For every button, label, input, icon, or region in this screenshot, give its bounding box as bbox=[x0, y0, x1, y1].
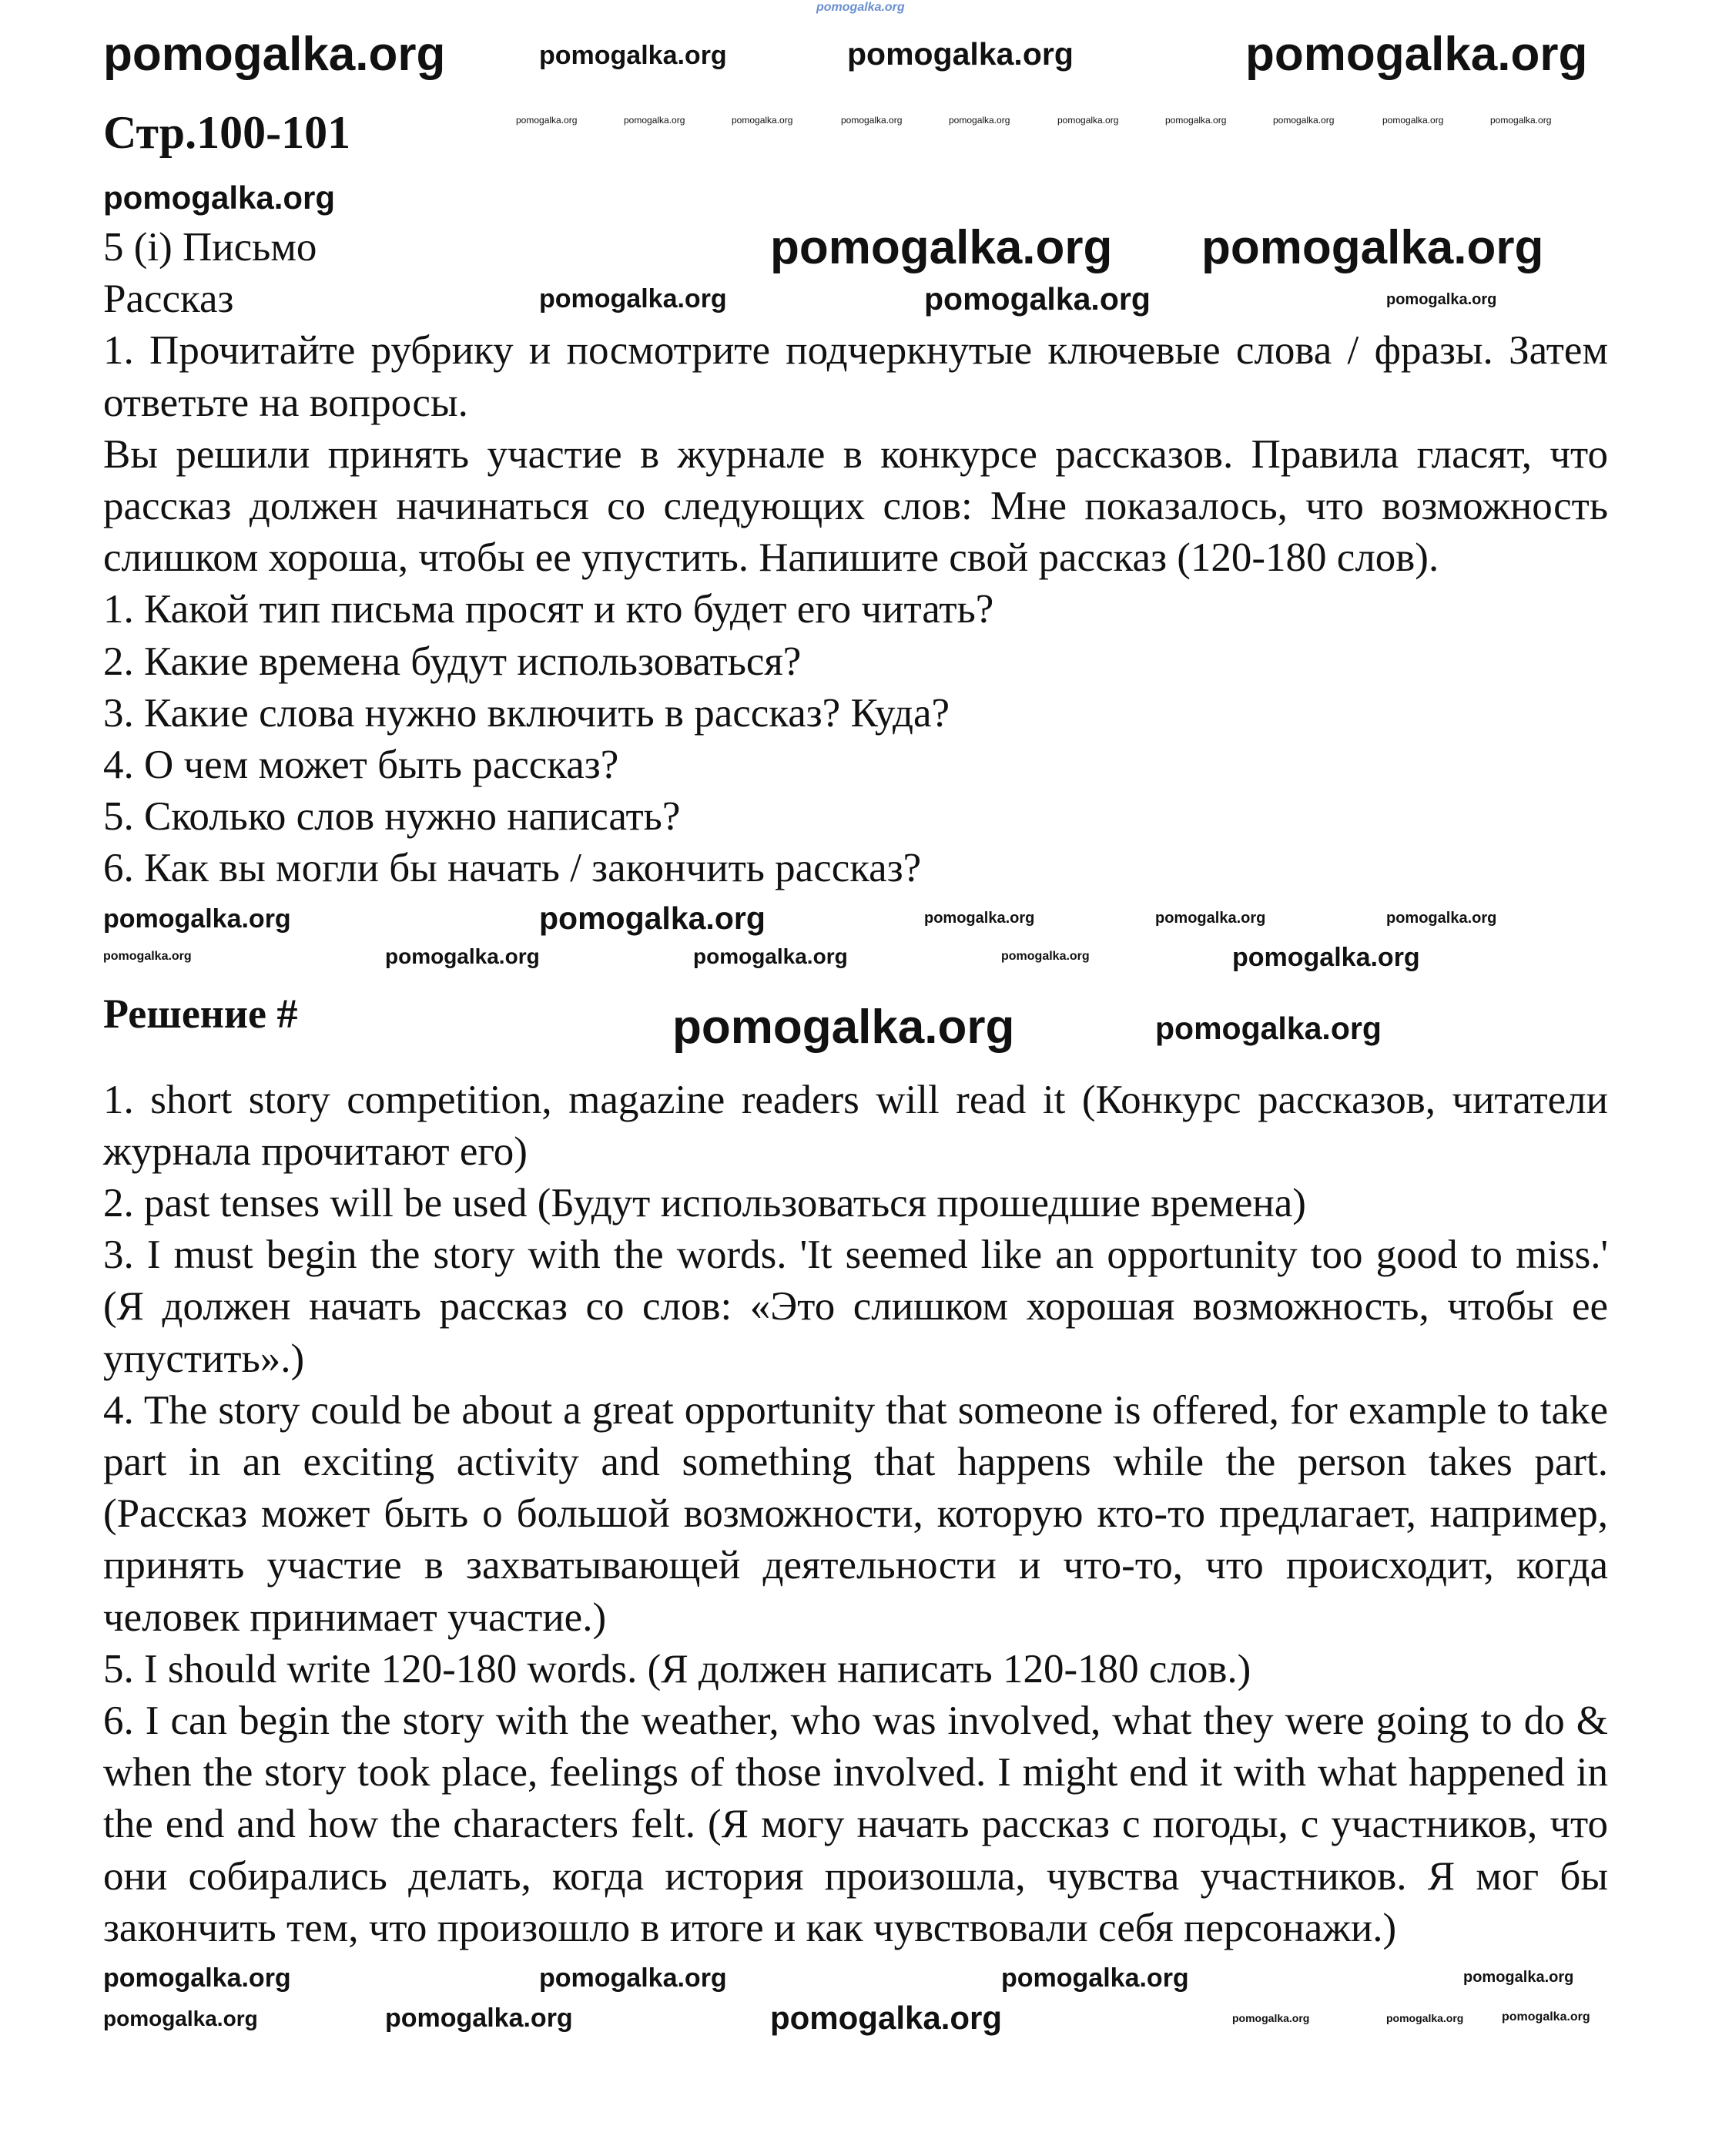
watermark: pomogalka.org bbox=[1001, 949, 1090, 963]
watermark: pomogalka.org bbox=[732, 115, 793, 126]
watermark: pomogalka.org bbox=[1386, 2012, 1464, 2025]
task-instruction: 1. Прочитайте рубрику и посмотрите подчеркнутые ключевые слова / фразы. Затем ответьте на вопросы. bbox=[103, 328, 1608, 425]
question: 5. Сколько слов нужно написать? bbox=[103, 794, 681, 840]
watermark: pomogalka.org bbox=[816, 1, 905, 14]
watermark: pomogalka.org bbox=[385, 944, 540, 968]
watermark: pomogalka.org bbox=[539, 284, 727, 314]
solution-section bbox=[103, 1075, 1608, 1954]
watermark: pomogalka.org bbox=[539, 1963, 727, 1993]
watermark: pomogalka.org bbox=[1155, 909, 1266, 927]
watermark: pomogalka.org bbox=[103, 1963, 291, 1993]
watermark: pomogalka.org bbox=[103, 904, 291, 934]
question: 2. Какие времена будут использоваться? bbox=[103, 639, 802, 684]
question: 1. Какой тип письма просят и кто будет его читать? bbox=[103, 587, 994, 632]
watermark: pomogalka.org bbox=[1201, 221, 1544, 274]
watermark: pomogalka.org bbox=[924, 909, 1035, 927]
watermark: pomogalka.org bbox=[1382, 115, 1444, 126]
task-subheading-row bbox=[103, 273, 1608, 325]
watermark: pomogalka.org bbox=[624, 115, 685, 126]
watermark: pomogalka.org bbox=[672, 1000, 1015, 1054]
watermark: pomogalka.org bbox=[770, 221, 1113, 274]
task-rubric: Вы решили принять участие в журнале в конкурсе рассказов. Правила гласят, что рассказ должен начинаться со следующих слов: Мне показалось, что возможность слишком хороша, чтобы ее упустить. Напишите свой рассказ (120-180 слов). bbox=[103, 431, 1608, 581]
answer: 2. past tenses will be used (Будут использоваться прошедшие времена) bbox=[103, 1181, 1306, 1226]
watermark-strip bbox=[0, 895, 1712, 990]
answer: 4. The story could be about a great opportunity that someone is offered, for example to take part in an exciting activity and something that happens while the person takes part. (Рассказ может быть о большой возможности, которую кто-то предлагает, например, принять участие в захватывающей деятельности и что-то, что происходит, когда человек принимает участие.) bbox=[103, 1387, 1608, 1640]
answer: 1. short story competition, magazine readers will read it (Конкурс рассказов, читатели журнала прочитают его) bbox=[103, 1077, 1608, 1174]
watermark: pomogalka.org bbox=[385, 2003, 573, 2034]
watermark: pomogalka.org bbox=[1165, 115, 1227, 126]
watermark: pomogalka.org bbox=[516, 115, 578, 126]
watermark: pomogalka.org bbox=[693, 944, 848, 968]
watermark: pomogalka.org bbox=[770, 2000, 1003, 2037]
solution-heading-row bbox=[0, 990, 1712, 1075]
watermark: pomogalka.org bbox=[1245, 28, 1588, 81]
task-subheading: Рассказ bbox=[103, 277, 234, 322]
watermark: pomogalka.org bbox=[1273, 115, 1335, 126]
watermark: pomogalka.org bbox=[1155, 1010, 1382, 1046]
watermark: pomogalka.org bbox=[1232, 942, 1420, 972]
task-heading: 5 (i) Письмо bbox=[103, 225, 317, 270]
task-section bbox=[103, 222, 1608, 895]
watermark: pomogalka.org bbox=[1386, 909, 1497, 927]
answer: 3. I must begin the story with the words. 'It seemed like an opportunity too good to miss.' (Я должен начать рассказ со слов: «Это слишком хорошая возможность, чтобы ее упустить».) bbox=[103, 1232, 1608, 1381]
watermark: pomogalka.org bbox=[1232, 2012, 1310, 2025]
watermark: pomogalka.org bbox=[949, 115, 1010, 126]
watermark: pomogalka.org bbox=[1001, 1963, 1189, 1993]
watermark: pomogalka.org bbox=[539, 41, 727, 70]
page-title: Стр.100-101 bbox=[103, 107, 351, 158]
task-heading-row bbox=[103, 222, 1608, 273]
watermark: pomogalka.org bbox=[847, 36, 1074, 72]
watermark: pomogalka.org bbox=[1463, 1969, 1574, 1987]
watermark: pomogalka.org bbox=[924, 281, 1151, 317]
answer: 6. I can begin the story with the weather, who was involved, what they were going to do & when the story took place, feelings of those involved. I might end it with what happened in the end and how the characters felt. (Я могу начать рассказ с погоды, с участников, что они собирались делать, когда история произошла, чувства участников. Я мог бы закончить тем, что произошло в итоге и как чувствовали себя персонажи.) bbox=[103, 1698, 1608, 1950]
document-flow bbox=[0, 222, 1712, 2045]
question: 3. Какие слова нужно включить в рассказ? Куда? bbox=[103, 690, 950, 736]
watermark: pomogalka.org bbox=[103, 2007, 258, 2031]
answer: 5. I should write 120-180 words. (Я должен написать 120-180 слов.) bbox=[103, 1646, 1251, 1692]
watermark: pomogalka.org bbox=[1490, 115, 1552, 126]
watermark: pomogalka.org bbox=[1502, 2010, 1590, 2024]
question: 4. О чем может быть рассказ? bbox=[103, 743, 619, 788]
solution-heading: Решение # bbox=[103, 990, 298, 1037]
watermark: pomogalka.org bbox=[539, 900, 766, 936]
watermark-strip bbox=[0, 1959, 1712, 2045]
watermark: pomogalka.org bbox=[1386, 291, 1497, 309]
watermark: pomogalka.org bbox=[103, 179, 336, 216]
question: 6. Как вы могли бы начать / закончить рассказ? bbox=[103, 846, 922, 891]
watermark: pomogalka.org bbox=[841, 115, 903, 126]
watermark: pomogalka.org bbox=[1057, 115, 1119, 126]
watermark: pomogalka.org bbox=[103, 28, 446, 81]
watermark: pomogalka.org bbox=[103, 949, 192, 963]
